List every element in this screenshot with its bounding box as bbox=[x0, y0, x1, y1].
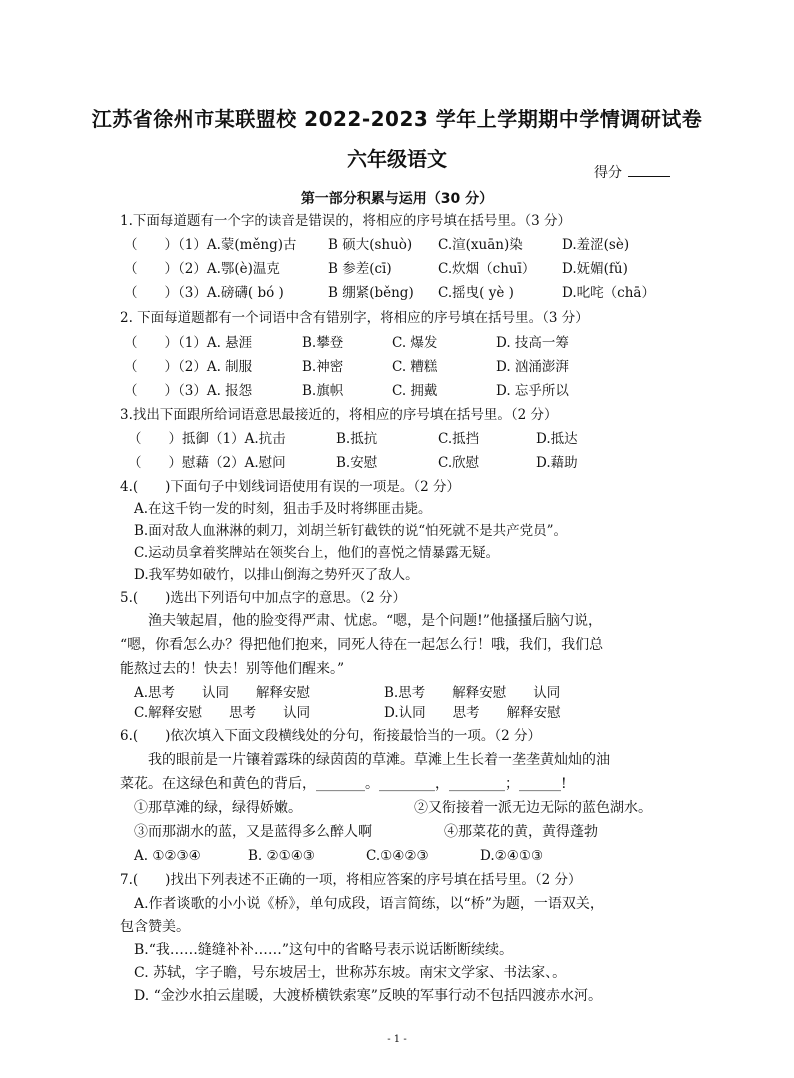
q3-row2-b: B.安慰 bbox=[336, 455, 378, 471]
q3-row1-d: D.抵达 bbox=[536, 431, 578, 447]
q2-row2-b: B.神密 bbox=[302, 359, 344, 375]
q6-option-c: C.①④②③ bbox=[366, 848, 429, 864]
q2-row1-c: C. 爆发 bbox=[392, 335, 438, 351]
exam-title: 江苏省徐州市某联盟校 2022-2023 学年上学期期中学情调研试卷 bbox=[91, 107, 703, 131]
q5-option-b: B.思考 解释安慰 认同 bbox=[384, 685, 561, 701]
q5-option-d: D.认同 思考 解释安慰 bbox=[384, 705, 561, 721]
q6-choice-4: ④那菜花的黄，黄得蓬勃 bbox=[444, 824, 598, 840]
q6-option-d: D.②④①③ bbox=[480, 848, 544, 864]
q1-row3-b: B 绷紧(běng) bbox=[328, 285, 414, 301]
q1-row1-a: （ ）（1）A.蒙(měng)古 bbox=[124, 237, 297, 253]
q5-option-a: A.思考 认同 解释安慰 bbox=[134, 685, 311, 701]
q4-option-a: A.在这千钧一发的时刻，狙击手及时将绑匪击毙。 bbox=[134, 501, 432, 517]
q7-option-c: C. 苏轼，字子瞻，号东坡居士，世称苏东坡。南宋文学家、书法家、。 bbox=[134, 965, 567, 981]
score-label: 得分 bbox=[594, 165, 622, 181]
q3-row2-a: （ ）慰藉（2）A.慰问 bbox=[128, 455, 286, 471]
q1-row2-b: B 参差(cī) bbox=[328, 261, 392, 277]
q1-row1-b: B 硕大(shuò) bbox=[328, 237, 413, 253]
q3-row1-c: C.抵挡 bbox=[438, 431, 480, 447]
q2-row1-a: （ ）（1）A. 悬涯 bbox=[124, 335, 253, 351]
q7-option-b: B.“我……缝缝补补……”这句中的省略号表示说话断断续续。 bbox=[134, 942, 514, 958]
q6-choice-3: ③而那湖水的蓝，又是蓝得多么醉人啊 bbox=[134, 824, 372, 840]
q5-option-c: C.解释安慰 思考 认同 bbox=[134, 705, 311, 721]
part1-title: 第一部分积累与运用（30 分） bbox=[300, 191, 494, 207]
q3-row1-b: B.抵抗 bbox=[336, 431, 378, 447]
q6-choice-1: ①那草滩的绿，绿得娇嫩。 bbox=[134, 800, 302, 816]
score-blank[interactable] bbox=[628, 164, 670, 177]
q2-row1-b: B.攀登 bbox=[302, 335, 344, 351]
q3-row1-a: （ ）抵御（1）A.抗击 bbox=[128, 431, 286, 447]
q5-passage-line3: 能熬过去的！快去！别等他们醒来。” bbox=[120, 661, 345, 677]
q2-row2-c: C. 糟糕 bbox=[392, 359, 438, 375]
q2-row3-c: C. 拥戴 bbox=[392, 383, 438, 399]
q4-stem: 4.( )下面句子中划线词语使用有误的一项是。（2 分） bbox=[120, 479, 461, 495]
q6-stem: 6.( )依次填入下面文段横线处的分句，衔接最恰当的一项。（2 分） bbox=[120, 728, 542, 744]
q3-stem: 3.找出下面跟所给词语意思最接近的，将相应的序号填在括号里。（2 分） bbox=[120, 407, 558, 423]
q5-passage-line1: 渔夫皱起眉，他的脸变得严肃、忧虑。“嗯，是个问题!”他搔搔后脑勺说， bbox=[148, 613, 602, 629]
q6-option-b: B. ②①④③ bbox=[248, 848, 315, 864]
q1-row1-d: D.羞涩(sè) bbox=[562, 237, 630, 253]
q2-row3-b: B.旗帜 bbox=[302, 383, 344, 399]
q7-option-d: D. “金沙水拍云崖暖，大渡桥横铁索寒”反映的军事行动不包括四渡赤水河。 bbox=[134, 988, 602, 1004]
q6-passage-line2: 菜花。在这绿色和黄色的背后，_______。________，________；______! bbox=[120, 776, 567, 792]
q2-row3-d: D. 忘乎所以 bbox=[496, 383, 569, 399]
q4-option-d: D.我军势如破竹，以排山倒海之势歼灭了敌人。 bbox=[134, 567, 419, 583]
q2-row3-a: （ ）（3）A. 报怨 bbox=[124, 383, 253, 399]
q1-row2-d: D.妩媚(fǔ) bbox=[562, 261, 628, 277]
q6-option-a: A. ①②③④ bbox=[134, 848, 201, 864]
q2-row1-d: D. 技高一筹 bbox=[496, 335, 569, 351]
page-number: - 1 - bbox=[387, 1034, 407, 1045]
q1-row1-c: C.渲(xuān)染 bbox=[438, 237, 523, 253]
q7-option-a-cont: 包含赞美。 bbox=[120, 919, 190, 935]
q7-stem: 7.( )找出下列表述不正确的一项，将相应答案的序号填在括号里。（2 分） bbox=[120, 872, 582, 888]
q3-row2-d: D.藉助 bbox=[536, 455, 578, 471]
q5-passage-line2: “嗯，你看怎么办？得把他们抱来，同死人待在一起怎么行！哦，我们，我们总 bbox=[120, 637, 604, 653]
q2-row2-a: （ ）（2）A. 制服 bbox=[124, 359, 253, 375]
q1-row3-c: C.摇曳( yè ) bbox=[438, 285, 514, 301]
score-field bbox=[594, 162, 670, 182]
exam-subtitle: 六年级语文 bbox=[347, 147, 447, 171]
q6-choice-2: ②又衔接着一派无边无际的蓝色湖水。 bbox=[414, 800, 652, 816]
q2-row2-d: D. 汹涌澎湃 bbox=[496, 359, 569, 375]
q1-row2-a: （ ）（2）A.鄂(è)温克 bbox=[124, 261, 280, 277]
q3-row2-c: C.欣慰 bbox=[438, 455, 480, 471]
q1-row2-c: C.炊烟（chuī） bbox=[438, 261, 536, 277]
q7-option-a: A.作者谈歌的小小说《桥》，单句成段，语言简练，以“桥”为题，一语双关， bbox=[134, 896, 604, 912]
q2-stem: 2. 下面每道题都有一个词语中含有错别字，将相应的序号填在括号里。（3 分） bbox=[120, 310, 589, 326]
q6-passage-line1: 我的眼前是一片镶着露珠的绿茵茵的草滩。草滩上生长着一垄垄黄灿灿的油 bbox=[148, 752, 610, 768]
q4-option-c: C.运动员拿着奖牌站在领奖台上，他们的喜悦之情暴露无疑。 bbox=[134, 545, 500, 561]
q1-row3-a: （ ）（3）A.磅礴( bó ) bbox=[124, 285, 284, 301]
q1-row3-d: D.叱咤（chā） bbox=[562, 285, 655, 301]
q5-stem: 5.( )选出下列语句中加点字的意思。（2 分） bbox=[120, 590, 407, 606]
q4-option-b: B.面对敌人血淋淋的刺刀，刘胡兰斩钉截铁的说“怕死就不是共产党员”。 bbox=[134, 523, 568, 539]
q1-stem: 1.下面每道题有一个字的读音是错误的，将相应的序号填在括号里。（3 分） bbox=[120, 213, 572, 229]
